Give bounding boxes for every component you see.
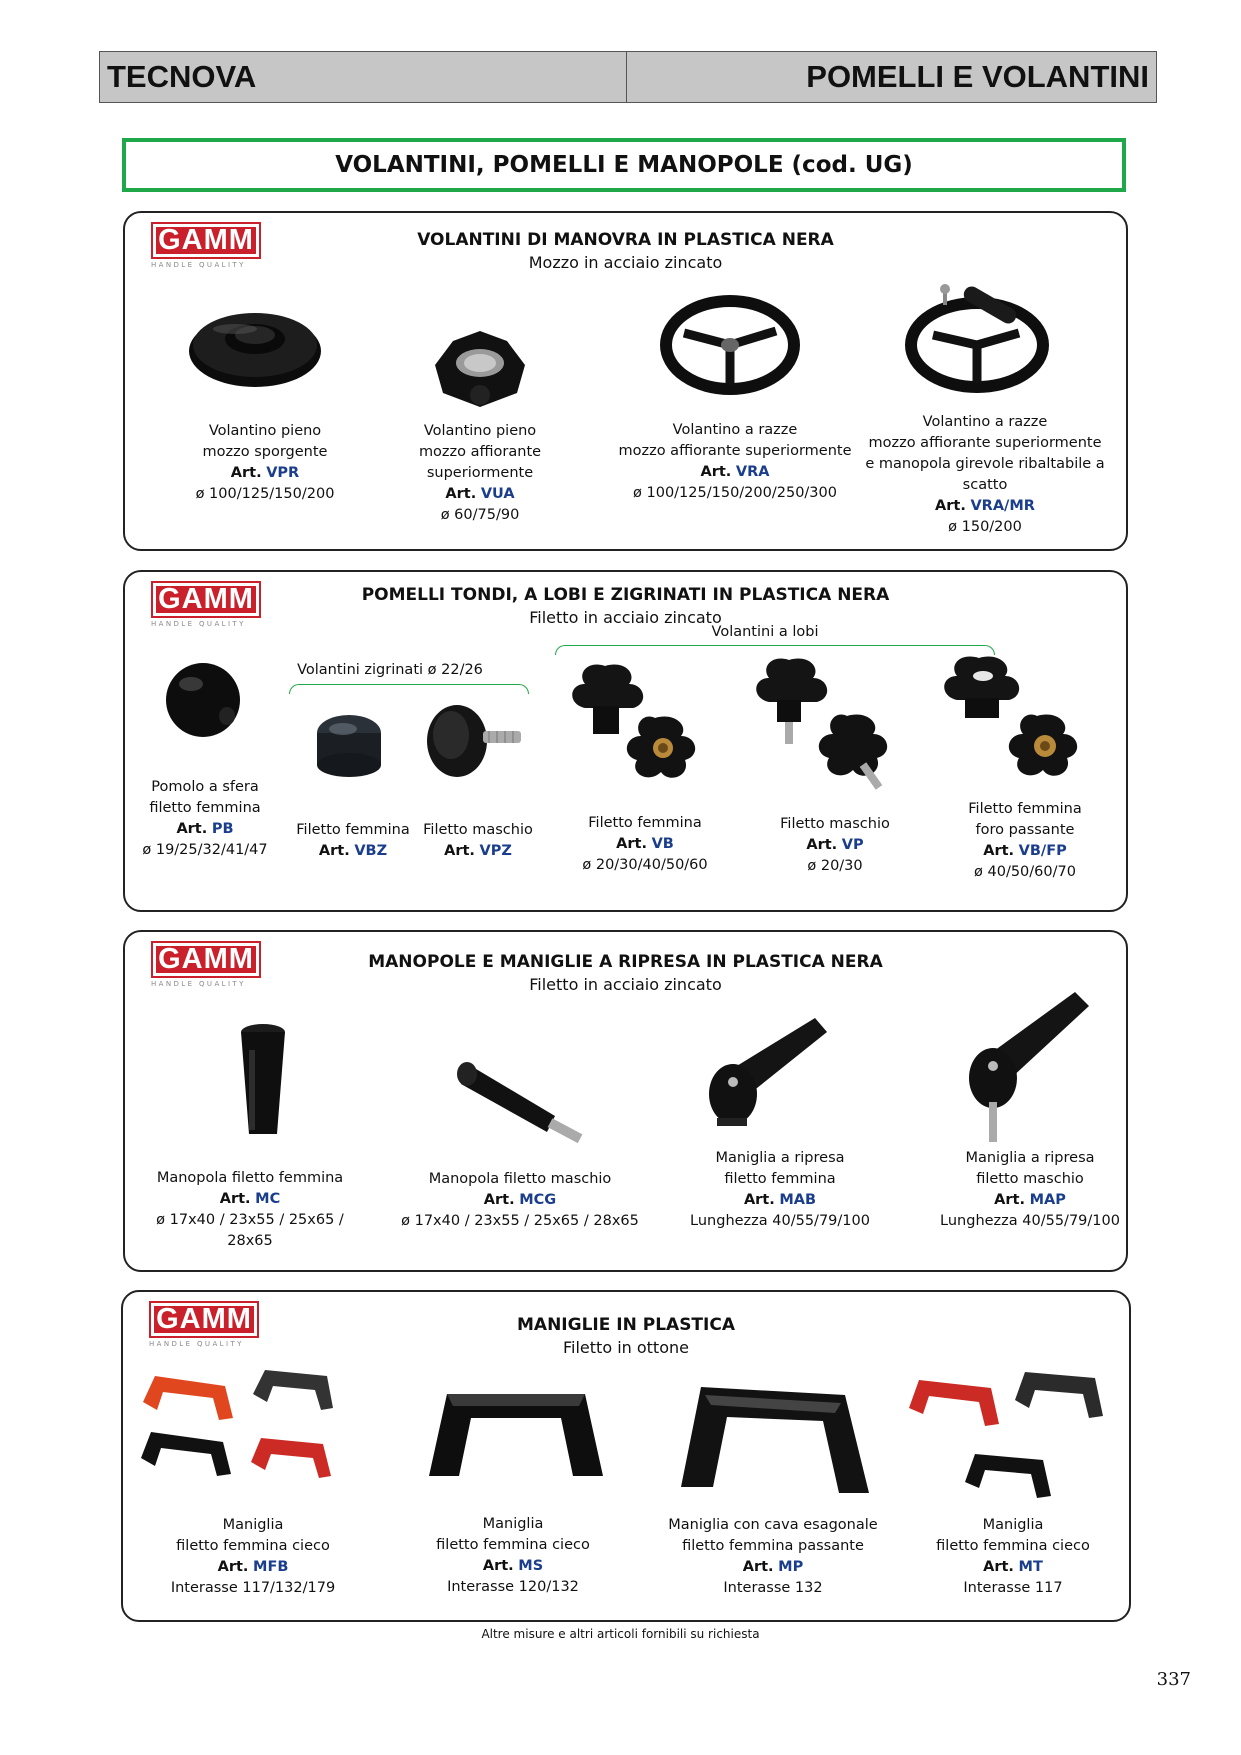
product-desc: Maniglia [482,1516,544,1532]
product-sizes: Interasse 117 [963,1580,1063,1596]
section-grips-levers [123,930,1128,1272]
product-sizes: ø 20/30/40/50/60 [582,857,708,873]
product-code: MP [778,1559,804,1575]
product-vra [615,420,855,504]
header-brand: TECNOVA [100,52,627,102]
product-sizes: ø 100/125/150/200/250/300 [633,485,837,501]
product-sizes: Lunghezza 40/55/79/100 [940,1213,1120,1229]
product-sizes: ø 40/50/60/70 [974,864,1076,880]
logo-word: GAMM [151,222,261,259]
section-knobs [123,570,1128,912]
art-label: Art. [482,1558,514,1574]
product-sizes: Lunghezza 40/55/79/100 [690,1213,870,1229]
page-header [99,51,1157,103]
product-desc: Maniglia a ripresa [965,1150,1095,1166]
product-code: VP [841,837,864,853]
product-code: MFB [253,1559,289,1575]
art-label: Art. [217,1559,249,1575]
art-label: Art. [230,465,262,481]
section-plastic-handles [121,1290,1131,1622]
product-code: MCG [519,1192,557,1208]
product-desc: Volantino pieno [423,423,537,439]
product-desc: filetto femmina cieco [436,1537,590,1553]
product-code: MT [1018,1559,1043,1575]
product-desc: filetto femmina passante [682,1538,864,1554]
product-desc: Maniglia con cava esagonale [668,1517,878,1533]
product-vp [755,814,915,877]
product-code: PB [211,821,234,837]
product-mt [913,1515,1113,1599]
product-code: VB [651,836,674,852]
product-mab [680,1148,880,1232]
logo-tagline: HANDLE QUALITY [151,261,246,269]
lobe-knob-female-image [565,660,715,790]
product-sizes: ø 19/25/32/41/47 [142,842,268,858]
product-mcg [400,1169,640,1232]
product-desc: filetto maschio [976,1171,1084,1187]
product-desc: mozzo affiorante superiormente [618,443,852,459]
logo-word: GAMM [149,1301,259,1338]
product-desc: filetto femmina [149,800,261,816]
product-mfb [143,1515,363,1599]
product-vb [565,813,725,876]
product-desc: e manopola girevole ribaltabile a scatto [865,456,1105,493]
product-sizes: ø 150/200 [948,519,1022,535]
product-desc: Volantino a razze [672,422,798,438]
product-sizes: ø 100/125/150/200 [195,486,335,502]
product-desc: Maniglia [222,1517,284,1533]
lobe-knob-through-hole-image [937,652,1092,792]
product-code: VRA/MR [970,498,1035,514]
group-label-lobes: Volantini a lobi [711,624,819,640]
product-desc: filetto femmina [724,1171,836,1187]
product-code: VB/FP [1018,843,1067,859]
product-ms [408,1514,618,1598]
grip-female-image [233,1022,293,1144]
art-label: Art. [616,836,647,852]
handwheel-lobed-image [425,323,535,413]
product-desc: foro passante [975,822,1075,838]
product-desc: mozzo affiorante superiormente [868,435,1102,451]
product-code: MAP [1029,1192,1066,1208]
header-category: POMELLI E VOLANTINI [627,52,1156,102]
logo-word: GAMM [151,941,261,978]
handles-mt-image [903,1364,1113,1514]
product-code: VPZ [479,843,512,859]
product-desc: Filetto maschio [423,822,533,838]
product-desc: filetto femmina cieco [176,1538,330,1554]
product-map [930,1148,1130,1232]
art-label: Art. [806,837,838,853]
product-code: VUA [480,486,515,502]
main-title: VOLANTINI, POMELLI E MANOPOLE (cod. UG) [122,138,1126,192]
grip-male-image [455,1050,595,1150]
section-title: VOLANTINI DI MANOVRA IN PLASTICA NERA [417,230,834,250]
product-vua [365,421,595,526]
logo-tagline: HANDLE QUALITY [151,620,246,628]
art-label: Art. [935,498,966,514]
product-desc: Manopola filetto femmina [156,1170,344,1186]
art-label: Art. [219,1191,251,1207]
product-mp [653,1515,893,1599]
lobe-knob-male-image [753,654,903,794]
handwheel-spoked-image [660,293,800,398]
section-title: MANIGLIE IN PLASTICA [517,1315,735,1335]
product-code: MAB [779,1192,817,1208]
product-vpr [155,421,375,505]
product-desc: Volantino a razze [922,414,1048,430]
handle-ms-image [421,1380,611,1490]
product-sizes: ø 17x40 / 23x55 / 25x65 / 28x65 [401,1213,639,1229]
art-label: Art. [444,843,475,859]
section-subtitle: Mozzo in acciaio zincato [528,253,723,272]
product-sizes: ø 20/30 [807,858,863,874]
page-number: 337 [1156,1669,1191,1690]
product-desc: filetto femmina cieco [936,1538,1090,1554]
art-label: Art. [318,843,350,859]
section-subtitle: Filetto in ottone [563,1338,689,1357]
product-desc: Volantino pieno [208,423,322,439]
product-vbz [288,820,418,862]
product-desc: mozzo affiorante superiormente [418,444,542,481]
art-label: Art. [743,1192,775,1208]
art-label: Art. [983,1559,1014,1575]
section-title: POMELLI TONDI, A LOBI E ZIGRINATI IN PLASTICA NERA [361,585,890,605]
product-desc: Filetto femmina [968,801,1082,817]
product-sizes: Interasse 117/132/179 [170,1580,336,1596]
lever-female-image [703,1012,843,1142]
logo-word: GAMM [151,581,261,618]
product-code: MS [518,1558,544,1574]
lever-male-image [963,986,1113,1146]
product-mc [135,1168,365,1252]
product-desc: Manopola filetto maschio [428,1171,612,1187]
section-subtitle: Filetto in acciaio zincato [529,975,722,994]
product-desc: mozzo sporgente [202,444,328,460]
knurled-knob-male-image [419,697,529,787]
section-subtitle: Filetto in acciaio zincato [529,608,722,627]
product-vpz [413,820,543,862]
product-desc: Filetto maschio [780,816,890,832]
handle-mp-image [675,1377,875,1502]
section-title: MANOPOLE E MANIGLIE A RIPRESA IN PLASTICA NERA [368,952,883,972]
section-handwheels [123,211,1128,551]
logo-tagline: HANDLE QUALITY [149,1340,244,1348]
group-bracket-knurled [289,684,529,694]
product-code: VBZ [354,843,388,859]
product-desc: Maniglia a ripresa [715,1150,845,1166]
handwheel-spoked-handle-image [905,283,1050,398]
footer-note: Altre misure e altri articoli fornibili su richiesta [481,1627,760,1641]
product-desc: Filetto femmina [588,815,702,831]
product-sizes: Interasse 132 [723,1580,823,1596]
group-label-knurled: Volantini zigrinati ø 22/26 [297,662,483,678]
product-sizes: Interasse 120/132 [447,1579,579,1595]
art-label: Art. [983,843,1015,859]
knurled-knob-female-image [311,707,391,787]
handwheel-solid-image [185,293,325,393]
art-label: Art. [483,1192,515,1208]
logo-tagline: HANDLE QUALITY [151,980,246,988]
product-desc: Maniglia [982,1517,1044,1533]
ball-knob-image [163,660,243,744]
art-label: Art. [994,1192,1025,1208]
product-desc: Filetto femmina [296,822,410,838]
product-code: VRA [735,464,770,480]
product-desc: Pomolo a sfera [151,779,259,795]
art-label: Art. [700,464,732,480]
product-sizes: ø 17x40 / 23x55 / 25x65 / 28x65 [156,1212,344,1249]
product-vb-fp [945,799,1105,883]
handles-mfb-image [135,1362,345,1512]
product-sizes: ø 60/75/90 [440,507,520,523]
product-pb [125,777,285,861]
art-label: Art. [742,1559,774,1575]
product-vra-mr [845,412,1125,538]
product-code: MC [255,1191,281,1207]
art-label: Art. [445,486,477,502]
product-code: VPR [266,465,300,481]
art-label: Art. [176,821,208,837]
